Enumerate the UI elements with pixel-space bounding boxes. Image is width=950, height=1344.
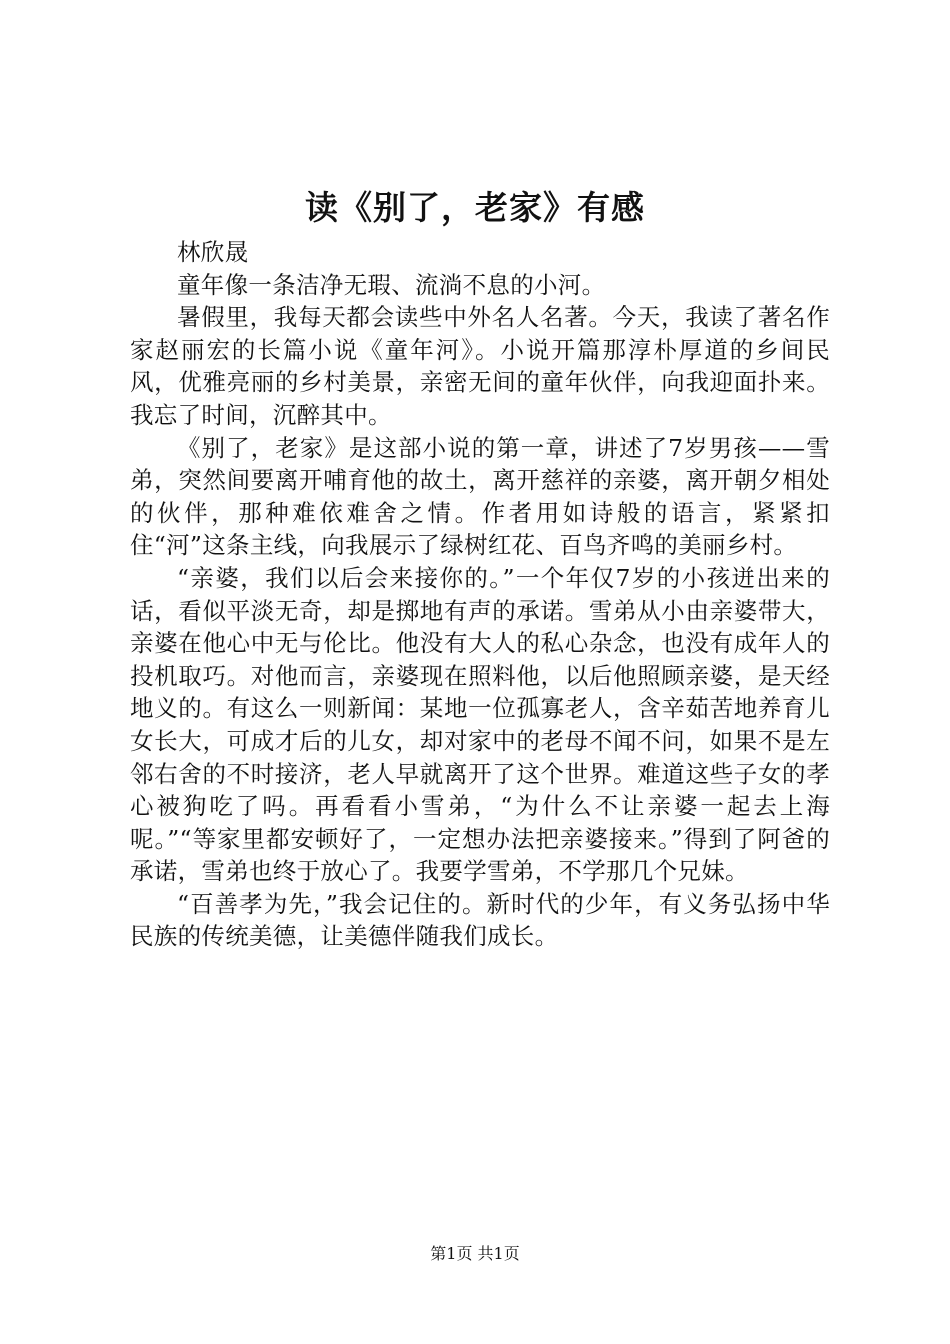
document-title: 读《别了，老家》有感 — [305, 188, 645, 227]
author-line: 林欣晟 — [177, 238, 249, 266]
paragraph: 暑假里，我每天都会读些中外名人名著。今天，我读了著名作家赵丽宏的长篇小说《童年河》。小说开篇那淳朴厚道的乡间民风，优雅亮丽的乡村美景，亲密无间的童年伙伴，向我迎面扑来。我忘了时间，沉醉其中。 — [130, 303, 830, 429]
paragraph: “百善孝为先，”我会记住的。新时代的少年，有义务弘扬中华民族的传统美德，让美德伴随我们成长。 — [130, 889, 830, 951]
paragraph: 《别了，老家》是这部小说的第一章，讲述了7岁男孩——雪弟，突然间要离开哺育他的故土，离开慈祥的亲婆，离开朝夕相处的伙伴，那种难依难舍之情。作者用如诗般的语言，紧紧扣住“河”这条主线，向我展示了绿树红花、百鸟齐鸣的美丽乡村。 — [130, 433, 830, 560]
page-number-footer: 第1页 共1页 — [430, 1244, 520, 1263]
paragraph: “亲婆，我们以后会来接你的。”一个年仅7岁的小孩迸出来的话，看似平淡无奇，却是掷地有声的承诺。雪弟从小由亲婆带大，亲婆在他心中无与伦比。他没有大人的私心杂念，也没有成年人的投机取巧。对他而言，亲婆现在照料他，以后他照顾亲婆，是天经地义的。有这么一则新闻：某地一位孤寡老人，含辛茹苦地养育儿女长大，可成才后的儿女，却对家中的老母不闻不问，如果不是左邻右舍的不时接济，老人早就离开了这个世界。难道这些子女的孝心被狗吃了吗。再看看小雪弟，“为什么不让亲婆一起去上海呢。”“等家里都安顿好了，一定想办法把亲婆接来。”得到了阿爸的承诺，雪弟也终于放心了。我要学雪弟，不学那几个兄妹。 — [130, 563, 830, 886]
paragraph: 童年像一条洁净无瑕、流淌不息的小河。 — [177, 270, 606, 299]
document-body — [130, 236, 830, 953]
